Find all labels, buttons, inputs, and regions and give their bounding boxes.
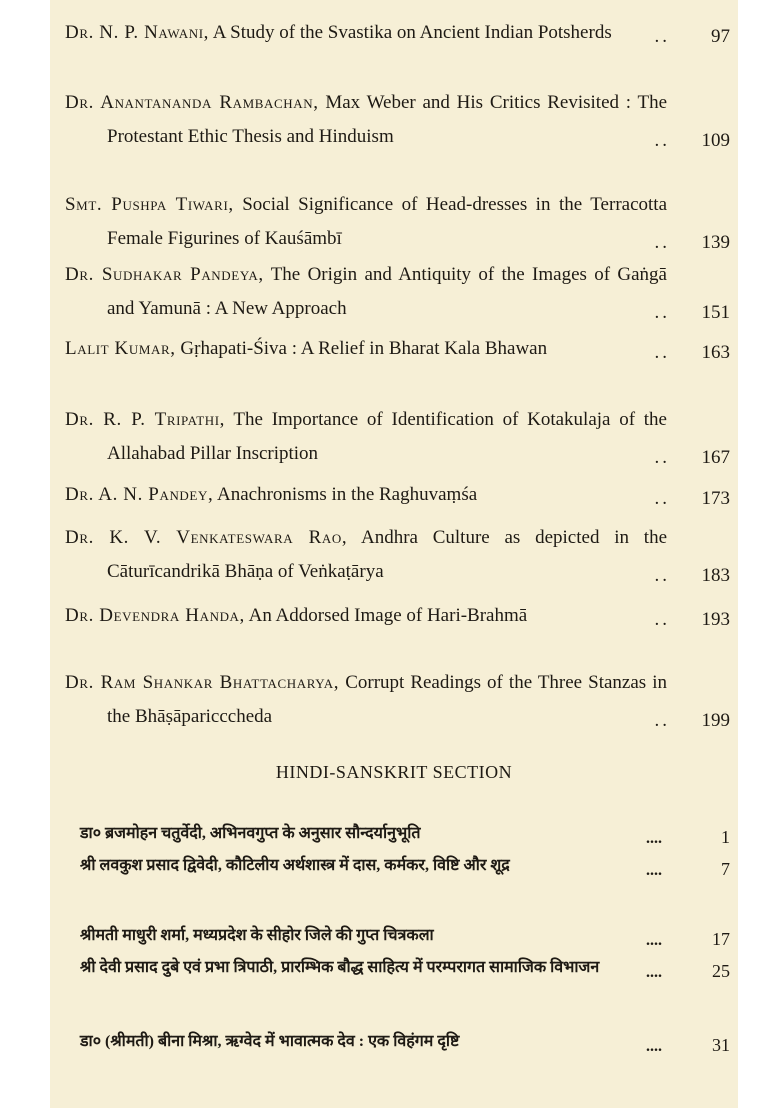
page-number: 25 (712, 961, 730, 981)
page-number: 183 (701, 565, 730, 586)
page-number: 17 (712, 929, 730, 949)
entry-author: Dr. A. N. Pandey, (65, 484, 214, 505)
page-number: 139 (701, 232, 730, 253)
leader-dots: .... (646, 932, 662, 949)
leader-dots: .. (654, 26, 670, 47)
toc-entry (65, 403, 730, 471)
leader-dots: .. (654, 609, 670, 630)
page-number: 7 (721, 859, 730, 879)
leader-dots: .. (654, 130, 670, 151)
entry-title: Social Significance of Head-dresses in the Terracotta Female Figurines of Kauśāmbī (107, 194, 668, 249)
leader-dots: .... (646, 964, 662, 981)
leader-dots: .. (654, 232, 670, 253)
entry-text: श्री देवी प्रसाद दुबे एवं प्रभा त्रिपाठी, प्रारम्भिक बौद्ध साहित्य में परम्परागत सामाजिक विभाजन (80, 959, 600, 976)
page-number: 151 (701, 302, 730, 323)
toc-entry (65, 188, 730, 256)
toc-entry (65, 521, 730, 589)
page-number: 97 (711, 26, 730, 47)
leader-dots: .. (654, 710, 670, 731)
leader-dots: .... (646, 830, 662, 847)
entry-title: Max Weber and His Critics Revisited : The Protestant Ethic Thesis and Hinduism (107, 92, 667, 147)
entry-author: Smt. Pushpa Tiwari, (65, 194, 234, 215)
entry-title: The Importance of Identification of Kotakulaja of the Allahabad Pillar Inscription (107, 409, 667, 464)
entry-title: The Origin and Antiquity of the Images of Gaṅgā and Yamunā : A New Approach (107, 264, 667, 319)
leader-dots: .... (646, 1038, 662, 1055)
entry-title: An Addorsed Image of Hari-Brahmā (248, 605, 528, 626)
entry-title: A Study of the Svastika on Ancient Indian Potsherds (212, 22, 612, 43)
page-number: 163 (701, 342, 730, 363)
leader-dots: .. (654, 488, 670, 509)
page-number: 1 (721, 827, 730, 847)
entry-text: श्रीमती माधुरी शर्मा, मध्यप्रदेश के सीहोर जिले की गुप्त चित्रकला (80, 927, 434, 944)
entry-title: Corrupt Readings of the Three Stanzas in the Bhāṣāparicccheda (107, 672, 667, 727)
hindi-toc-entry (80, 920, 730, 952)
entry-author: Dr. Sudhakar Pandeya, (65, 264, 264, 285)
leader-dots: .. (654, 565, 670, 586)
hindi-toc-entry (80, 818, 730, 850)
toc-entry (65, 258, 730, 326)
section-heading: HINDI-SANSKRIT SECTION (275, 762, 513, 782)
page-number: 173 (701, 488, 730, 509)
entry-author: Dr. K. V. Venkateswara Rao, (65, 527, 348, 548)
entry-author: Dr. R. P. Tripathi, (65, 409, 226, 430)
entry-author: Dr. Ram Shankar Bhattacharya, (65, 672, 340, 693)
page-number: 109 (701, 130, 730, 151)
entry-title: Gṛhapati-Śiva : A Relief in Bharat Kala Bhawan (180, 338, 548, 359)
entry-title: Andhra Culture as depicted in the Cāturīcandrikā Bhāṇa of Veṅkaṭārya (107, 527, 667, 582)
page-number: 31 (712, 1035, 730, 1055)
page-number: 167 (701, 447, 730, 468)
entry-author: Dr. Anantananda Rambachan, (65, 92, 319, 113)
entry-text: डा० ब्रजमोहन चतुर्वेदी, अभिनवगुप्त के अनुसार सौन्दर्यानुभूति (80, 825, 421, 842)
leader-dots: .. (654, 342, 670, 363)
document-page (50, 0, 738, 1108)
leader-dots: .... (646, 862, 662, 879)
hindi-toc-entry (80, 1026, 730, 1058)
toc-entry (65, 332, 730, 366)
entry-text: डा० (श्रीमती) बीना मिश्रा, ऋग्वेद में भावात्मक देव : एक विहंगम दृष्टि (80, 1033, 460, 1050)
toc-entry (65, 86, 730, 154)
leader-dots: .. (654, 302, 670, 323)
page-number: 199 (701, 710, 730, 731)
entry-author: Lalit Kumar, (65, 338, 176, 359)
entry-author: Dr. Devendra Handa, (65, 605, 245, 626)
page-number: 193 (701, 609, 730, 630)
hindi-toc-entry (80, 850, 730, 882)
toc-entry (65, 599, 730, 633)
hindi-toc-entry (80, 952, 730, 984)
toc-entry (65, 16, 730, 50)
leader-dots: .. (654, 447, 670, 468)
toc-entry (65, 478, 730, 512)
entry-text: श्री लवकुश प्रसाद द्विवेदी, कौटिलीय अर्थशास्त्र में दास, कर्मकर, विष्टि और शूद्र (80, 857, 510, 874)
toc-entry (65, 666, 730, 734)
entry-author: Dr. N. P. Nawani, (65, 22, 210, 43)
entry-title: Anachronisms in the Raghuvaṃśa (217, 484, 478, 505)
